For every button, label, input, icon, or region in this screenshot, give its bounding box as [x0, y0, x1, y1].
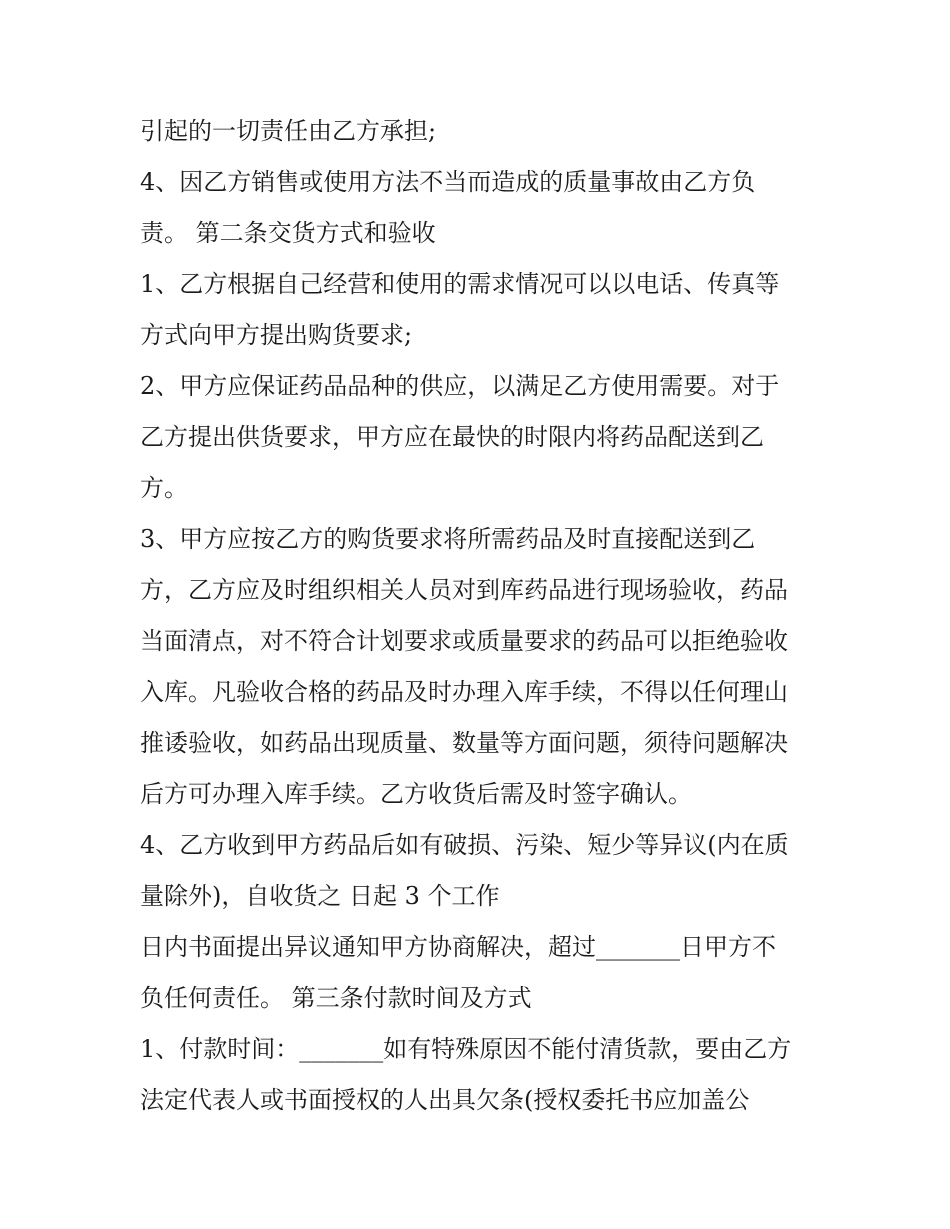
- text-line-5: 方式向甲方提出购货要求;: [140, 321, 413, 349]
- text-line-15: 4、乙方收到甲方药品后如有破损、污染、短少等异议(内在质: [140, 831, 789, 859]
- text-line-19: 1、付款时间：_______如有特殊原因不能付清货款，要由乙方: [140, 1035, 792, 1063]
- text-line-16: 量除外)，自收货之 日起 3 个工作: [140, 882, 500, 910]
- text-line-10: 方，乙方应及时组织相关人员对到库药品进行现场验收，药品: [140, 576, 788, 604]
- text-line-6: 2、甲方应保证药品品种的供应，以满足乙方使用需要。对于: [140, 372, 780, 400]
- text-line-7: 乙方提出供货要求，甲方应在最快的时限内将药品配送到乙: [140, 423, 764, 451]
- text-line-14: 后方可办理入库手续。乙方收货后需及时签字确认。: [140, 780, 692, 808]
- text-line-13: 推诿验收，如药品出现质量、数量等方面问题，须待问题解决: [140, 729, 788, 757]
- text-line-9: 3、甲方应按乙方的购货要求将所需药品及时直接配送到乙: [140, 525, 756, 553]
- text-line-3: 责。 第二条交货方式和验收: [140, 219, 436, 247]
- text-line-4: 1、乙方根据自己经营和使用的需求情况可以以电话、传真等: [140, 270, 780, 298]
- text-line-18: 负任何责任。 第三条付款时间及方式: [140, 984, 532, 1012]
- text-line-2: 4、因乙方销售或使用方法不当而造成的质量事故由乙方负: [140, 168, 756, 196]
- text-line-20: 法定代表人或书面授权的人出具欠条(授权委托书应加盖公: [140, 1086, 750, 1114]
- text-line-11: 当面清点，对不符合计划要求或质量要求的药品可以拒绝验收: [140, 627, 788, 655]
- text-line-8: 方。: [140, 474, 188, 502]
- text-line-1: 引起的一切责任由乙方承担;: [140, 117, 437, 145]
- text-line-17: 日内书面提出异议通知甲方协商解决，超过_______日甲方不: [140, 933, 776, 961]
- text-line-12: 入库。凡验收合格的药品及时办理入库手续，不得以任何理山: [140, 678, 788, 706]
- document-body: [140, 106, 830, 1126]
